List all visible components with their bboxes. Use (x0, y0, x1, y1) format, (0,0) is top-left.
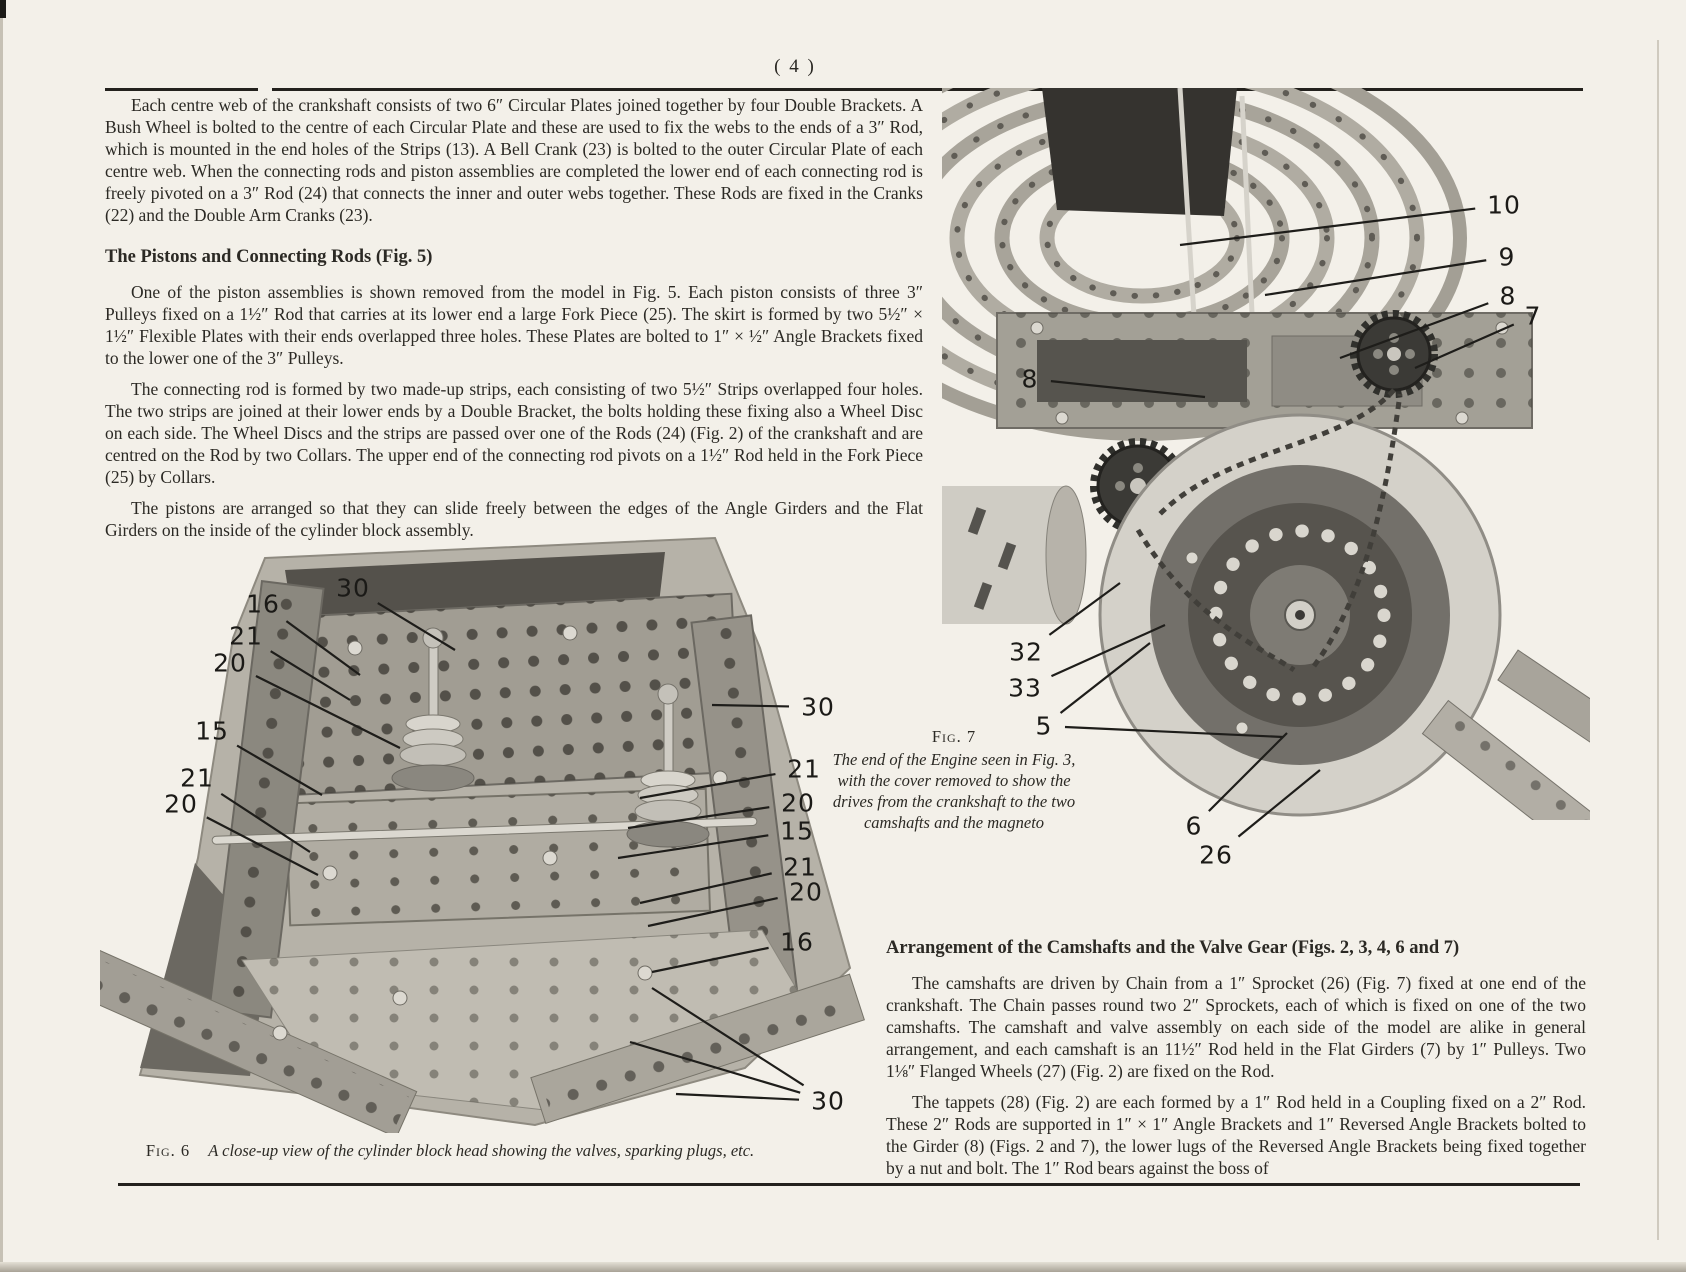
fig6-caption-label: Fig. 6 (145, 1141, 191, 1160)
scan-edge-right (1657, 40, 1659, 1240)
fig7-callout-32: 32 (1009, 637, 1043, 667)
scan-edge-tick (0, 0, 6, 18)
fig6-callout-20: 20 (164, 789, 198, 819)
fig7-callout-10: 10 (1487, 190, 1521, 220)
fig6-callout-30: 30 (811, 1086, 845, 1116)
scan-edge-left (0, 0, 3, 1272)
fig7-caption-line: camshafts and the magneto (863, 813, 1045, 832)
fig7-callout-8: 8 (1499, 281, 1517, 311)
fig6-callout-15: 15 (195, 716, 229, 746)
fig7-caption-line: drives from the crankshaft to the two (832, 792, 1076, 811)
fig6-callout-21: 21 (783, 852, 817, 882)
left-column (105, 94, 923, 550)
fig6-caption-text: A close-up view of the cylinder block head showing the valves, sparking plugs, etc. (208, 1141, 755, 1160)
fig6-callout-16: 16 (780, 927, 814, 957)
fig6-callout-30: 30 (801, 692, 835, 722)
fig6-callout-16: 16 (246, 589, 280, 619)
paragraph-connecting-rod: The connecting rod is formed by two made-up strips, each consisting of two 5½″ Strips overlapped four holes. The two strips are joined at their lower ends by a Double Bracket, the bolts holding these fixing also a Wheel Disc on each side. The Wheel Discs and the strips are passed over one of the Rods (24) (Fig. 2) of the crankshaft and are centred on the Rod by two Collars. The upper end of the connecting rod pivots on a 1½″ Rod held in the Fork Piece (25) by Collars. (105, 379, 923, 487)
heading-camshafts-valve-gear: Arrangement of the Camshafts and the Valve Gear (Figs. 2, 3, 4, 6 and 7) (886, 938, 1460, 958)
paragraph-camshaft-drive: The camshafts are driven by Chain from a 1″ Sprocket (26) (Fig. 7) fixed at one end of the crankshaft. The Chain passes round two 2″ Sprockets, each of which is fixed on one of the two camshafts. The camshaft and valve assembly on each side of the model are alike in general arrangement, and each camshaft is an 11½″ Rod held in the Flat Girders (7) by 1″ Pulleys. Two 1⅛″ Flanged Wheels (27) (Fig. 2) are fixed on the Rod. (886, 973, 1586, 1081)
paragraph-pistons-slide: The pistons are arranged so that they can slide freely between the edges of the Angle Girders and the Flat Girders on the inside of the cylinder block assembly. (105, 498, 923, 540)
fig7-caption (828, 726, 1080, 833)
fig6-callout-21: 21 (787, 754, 821, 784)
fig6-caption (120, 1141, 780, 1161)
fig7-callout-33: 33 (1008, 673, 1042, 703)
fig6-callout-20: 20 (213, 648, 247, 678)
fig7-callout-9: 9 (1498, 242, 1516, 272)
page-number: ( 4 ) (774, 56, 816, 77)
fig7-caption-label: Fig. 7 (931, 727, 977, 746)
fig6-callout-20: 20 (789, 877, 823, 907)
fig7-caption-line: with the cover removed to show the (837, 771, 1071, 790)
fig6-callout-15: 15 (780, 816, 814, 846)
fig7-callout-26: 26 (1199, 840, 1233, 870)
fig7-callout-6: 6 (1185, 811, 1203, 841)
top-rule-left-segment (105, 88, 258, 91)
fig7-callout-7: 7 (1524, 301, 1542, 331)
paragraph-tappets: The tappets (28) (Fig. 2) are each formed by a 1″ Rod held in a Coupling fixed on a 2″ Rod. These 2″ Rods are supported in 1″ × 1″ Angle Brackets and 1″ Reversed Angle Brackets bolted to the Girder (8) (Figs. 2 and 7), the lower lugs of the Reversed Angle Brackets being fixed together by a nut and bolt. The 1″ Rod bears against the boss of (886, 1092, 1586, 1178)
fig6-callout-21: 21 (180, 763, 214, 793)
right-column (886, 936, 1586, 1188)
fig6-callout-21: 21 (229, 621, 263, 651)
fig6-callout-30: 30 (336, 573, 370, 603)
fig6-photo-cylinder-block-head (100, 528, 880, 1133)
fig7-caption-line: The end of the Engine seen in Fig. 3, (832, 750, 1076, 769)
scan-edge-bottom (0, 1262, 1686, 1272)
paragraph-crankshaft-webs: Each centre web of the crankshaft consists of two 6″ Circular Plates joined together by four Double Brackets. A Bush Wheel is bolted to the centre of each Circular Plate and these are used to fix the webs to the ends of a 3″ Rod, which is mounted in the end holes of the Strips (13). A Bell Crank (23) is bolted to the outer Circular Plate of each centre web. When the connecting rods and piston assemblies are completed the lower end of each connecting rod is freely pivoted on a 3″ Rod (24) that connects the inner and outer webs together. These Rods are fixed in the Cranks (22) and the Double Arm Cranks (23). (105, 95, 923, 225)
fig6-callout-20: 20 (781, 788, 815, 818)
fig7-callout-8: 8 (1021, 364, 1039, 394)
fig7-callout-5: 5 (1035, 711, 1053, 741)
paragraph-piston-assembly: One of the piston assemblies is shown removed from the model in Fig. 5. Each piston consists of three 3″ Pulleys fixed on a 1½″ Rod that carries at its lower end a large Fork Piece (25). The skirt is formed by two 5½″ × 1½″ Flexible Plates with their ends overlapped three holes. These Plates are bolted to 1″ × ½″ Angle Brackets fixed to the lower one of the 3″ Pulleys. (105, 282, 923, 368)
heading-pistons-connecting-rods: The Pistons and Connecting Rods (Fig. 5) (105, 247, 433, 267)
